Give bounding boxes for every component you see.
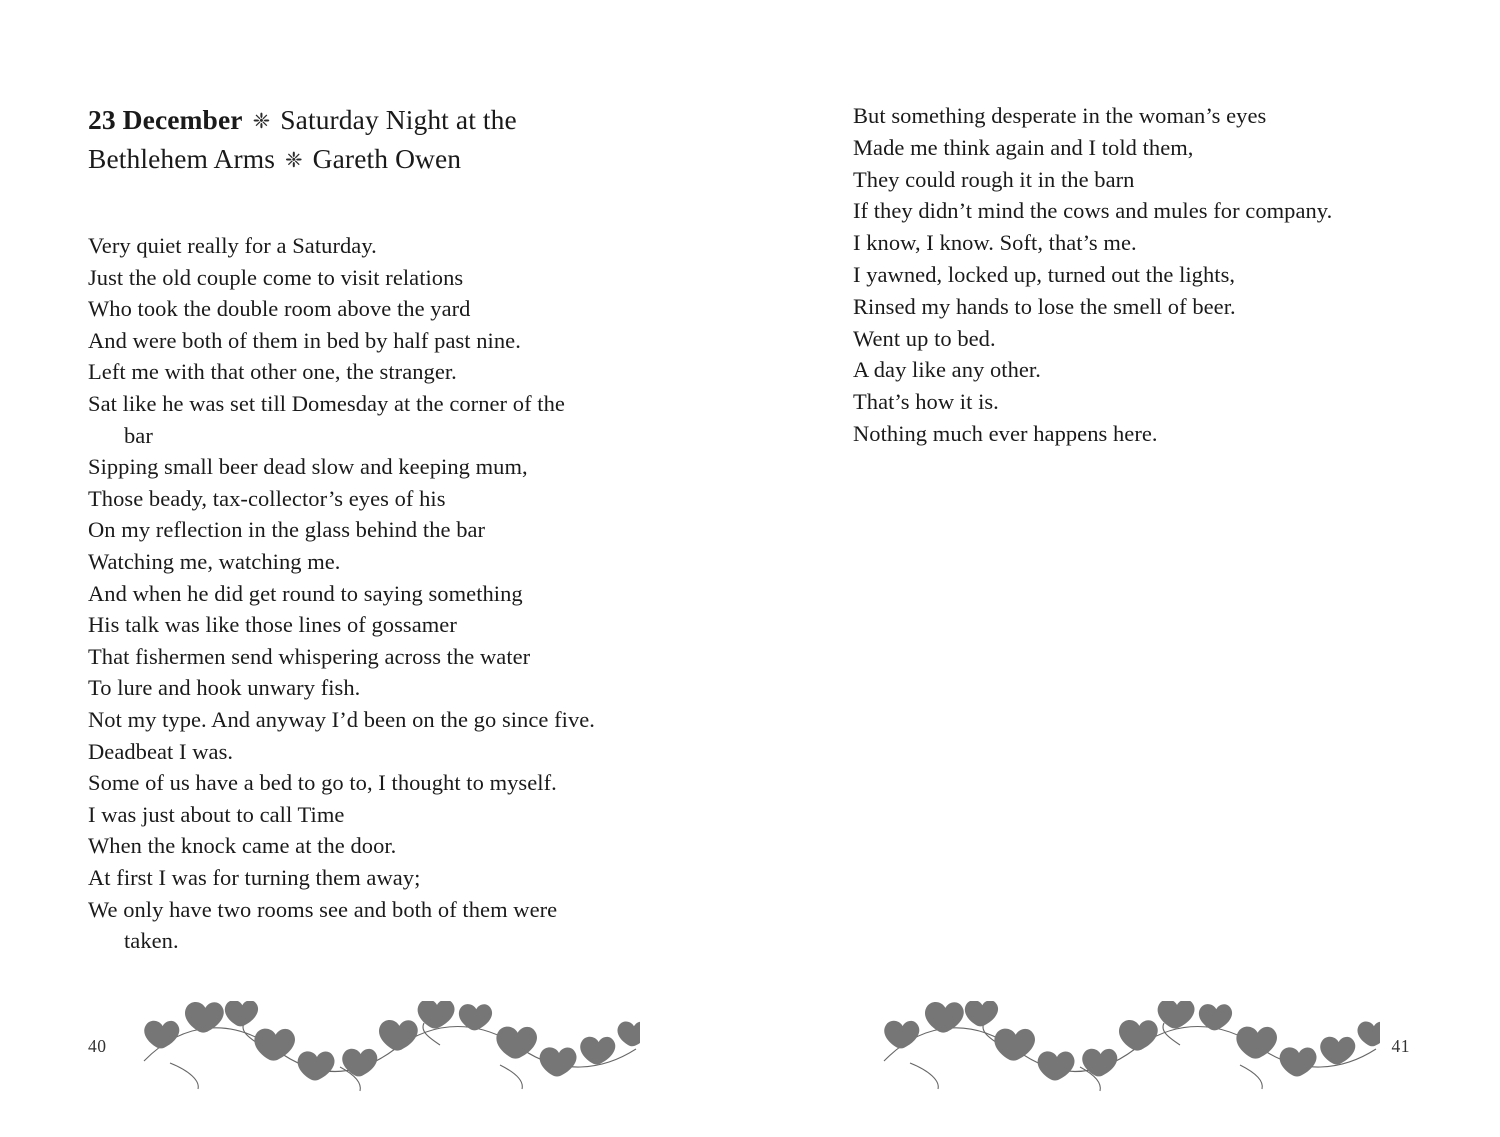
- poem-line: I was just about to call Time: [88, 801, 345, 827]
- poem-line: Some of us have a bed to go to, I thought to myself.: [88, 770, 557, 796]
- poem-line: Made me think again and I told them,: [853, 134, 1194, 160]
- right-page: [750, 0, 1500, 1137]
- page-title: [88, 100, 640, 178]
- poem-line: Just the old couple come to visit relations: [88, 264, 464, 290]
- poem-line: When the knock came at the door.: [88, 833, 397, 859]
- poem-line: They could rough it in the barn: [853, 166, 1135, 192]
- poem-body-left: [88, 230, 640, 957]
- poem-line: But something desperate in the woman’s eyes: [853, 103, 1267, 128]
- poem-line: bar: [124, 422, 153, 448]
- snowflake-ornament-icon-2: ❈: [284, 148, 303, 173]
- poem-line: Those beady, tax-collector’s eyes of his: [88, 485, 446, 511]
- poem-line: Watching me, watching me.: [88, 549, 341, 575]
- poem-line: And were both of them in bed by half past nine.: [88, 327, 521, 353]
- ivy-vine-ornament-icon-right: [880, 1001, 1380, 1093]
- snowflake-ornament-icon: ❈: [252, 109, 271, 133]
- poem-line: Left me with that other one, the stranger.: [88, 359, 457, 385]
- poem-line: We only have two rooms see and both of them were: [88, 896, 558, 922]
- poem-line: Sat like he was set till Domesday at the corner of the: [88, 391, 565, 417]
- poem-line: I yawned, locked up, turned out the lights,: [853, 261, 1236, 287]
- poem-line: To lure and hook unwary fish.: [88, 675, 361, 701]
- poem-body-right: [853, 100, 1410, 450]
- poem-line: That fishermen send whispering across the water: [88, 643, 531, 669]
- poem-line: That’s how it is.: [853, 389, 999, 415]
- poem-line: His talk was like those lines of gossamer: [88, 612, 457, 638]
- page-number-left: 40: [88, 1036, 107, 1056]
- poem-line: Very quiet really for a Saturday.: [88, 233, 377, 259]
- poem-line: taken.: [124, 928, 179, 954]
- poem-line: I know, I know. Soft, that’s me.: [853, 230, 1137, 256]
- poem-line: A day like any other.: [853, 357, 1041, 383]
- poem-line: Deadbeat I was.: [88, 738, 234, 764]
- poem-line: Rinsed my hands to lose the smell of beer.: [853, 293, 1236, 319]
- poem-line: On my reflection in the glass behind the bar: [88, 517, 486, 543]
- poem-line: Nothing much ever happens here.: [853, 420, 1158, 446]
- poem-line: At first I was for turning them away;: [88, 864, 421, 890]
- page-number-right: 41: [1391, 1036, 1410, 1056]
- poem-line: Went up to bed.: [853, 325, 996, 351]
- ivy-vine-ornament-icon: [140, 1001, 640, 1093]
- poem-line: Sipping small beer dead slow and keeping mum,: [88, 454, 528, 480]
- poem-name-part1: Saturday Night at the: [280, 104, 517, 135]
- poem-author: Gareth Owen: [312, 143, 462, 175]
- poem-line: And when he did get round to saying something: [88, 580, 523, 606]
- poem-date: 23 December: [88, 104, 243, 135]
- poem-line: Who took the double room above the yard: [88, 296, 471, 322]
- poem-name-part2: Bethlehem Arms: [88, 143, 275, 175]
- poem-line: Not my type. And anyway I’d been on the go since five.: [88, 707, 595, 732]
- poem-line: If they didn’t mind the cows and mules for company.: [853, 198, 1333, 224]
